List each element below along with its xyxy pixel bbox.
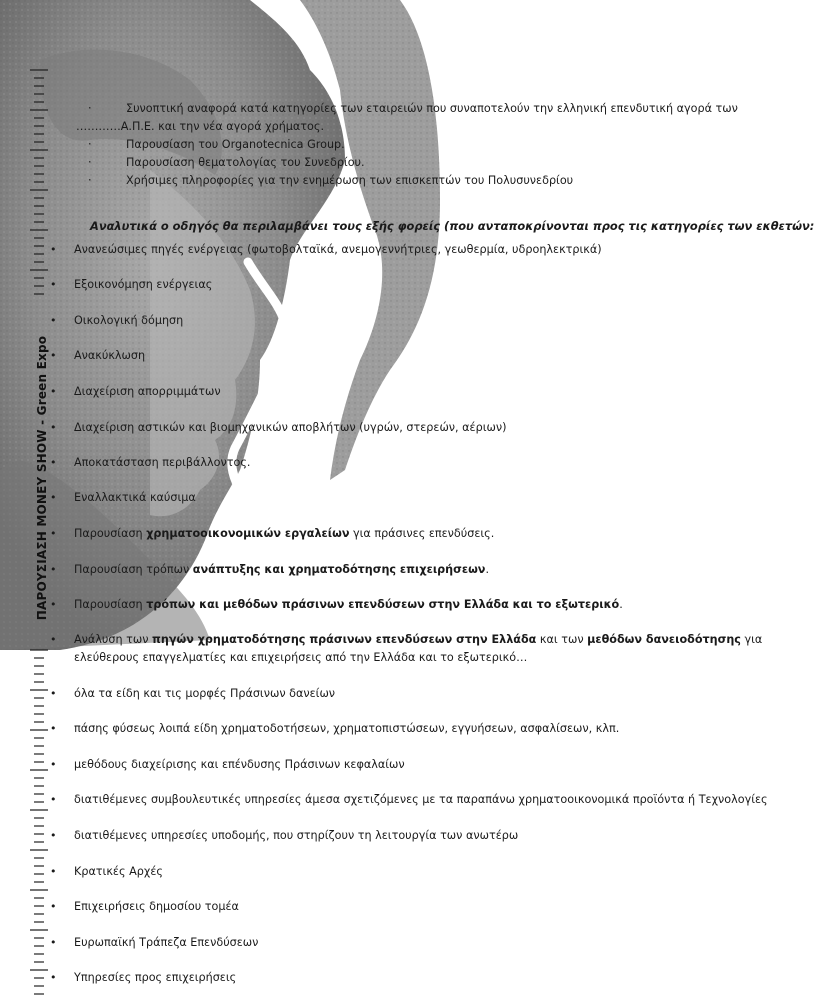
bullet-icon: • [50, 563, 57, 576]
list-item-text: . [485, 563, 489, 576]
bullet-icon: • [50, 456, 57, 469]
list-item-text: Κρατικές Αρχές [74, 865, 163, 878]
section-heading: Αναλυτικά ο οδηγός θα περιλαμβάνει τους εξής φορείς (που ανταποκρίνονται προς τις κατηγορίες των εκθετών: [90, 219, 815, 233]
list-item [50, 276, 814, 294]
bullet-icon: • [50, 936, 57, 949]
list-item [50, 827, 814, 845]
list-item-text: Διαχείριση απορριμμάτων [74, 385, 221, 398]
list-item-text: και των [536, 633, 588, 646]
list-item [50, 720, 814, 738]
list-item-text: για [740, 633, 763, 646]
intro-list [76, 100, 811, 190]
list-item [50, 454, 814, 472]
list-item-text: πάσης φύσεως λοιπά είδη χρηματοδοτήσεων, χρηματοπιστώσεων, εγγυήσεων, ασφαλίσεων, κλπ. [74, 722, 620, 735]
list-item [50, 596, 814, 614]
list-item-text: Ευρωπαϊκή Τράπεζα Επενδύσεων [74, 936, 259, 949]
list-item [50, 561, 814, 579]
bullet-dot-icon: · [88, 102, 92, 115]
bullet-icon: • [50, 349, 57, 362]
bullet-icon: • [50, 687, 57, 700]
list-item [50, 685, 814, 703]
list-item-text: Παρουσίαση [74, 598, 147, 611]
intro-text: Παρουσίαση του Organotecnica Group. [126, 138, 345, 151]
list-item-text: διατιθέμενες υπηρεσίες υποδομής, που στηρίζουν τη λειτουργία των ανωτέρω [74, 829, 519, 842]
side-label: ΠΑΡΟΥΣΙΑΣΗ MONEY SHOW - Green Expo [35, 335, 49, 621]
bullet-dot-icon: · [88, 138, 92, 151]
bullet-icon: • [50, 793, 57, 806]
bullet-icon: • [50, 421, 57, 434]
list-item-text: διατιθέμενες συμβουλευτικές υπηρεσίες άμεσα σχετιζόμενες με τα παραπάνω χρηματοοικονομικά προϊόντα ή Τεχνολογίες [74, 793, 768, 806]
bullet-icon: • [50, 865, 57, 878]
intro-item [76, 172, 811, 190]
list-item [50, 312, 814, 330]
list-item [50, 525, 814, 543]
list-item [50, 383, 814, 401]
bullet-icon: • [50, 633, 57, 646]
list-item [50, 241, 814, 259]
list-item [50, 419, 814, 437]
list-item-text: Ανανεώσιμες πηγές ενέργειας (φωτοβολταϊκά, ανεμογεννήτριες, γεωθερμία, υδροηλεκτρικά) [74, 243, 602, 256]
list-item-text: Υπηρεσίες προς επιχειρήσεις [74, 971, 237, 984]
list-item [50, 863, 814, 881]
list-item-bold-text: ανάπτυξης και χρηματοδότησης επιχειρήσεων [192, 563, 486, 576]
bullet-icon: • [50, 243, 57, 256]
list-item [50, 898, 814, 916]
bullet-icon: • [50, 758, 57, 771]
bullet-icon: • [50, 385, 57, 398]
bullet-icon: • [50, 829, 57, 842]
list-item-text: Οικολογική δόμηση [74, 314, 184, 327]
list-item [50, 347, 814, 365]
bullet-icon: • [50, 527, 57, 540]
intro-text: Παρουσίαση θεματολογίας του Συνεδρίου. [126, 156, 365, 169]
bullet-icon: • [50, 598, 57, 611]
bullet-dot-icon: · [88, 174, 92, 187]
list-item-text: μεθόδους διαχείρισης και επένδυσης Πράσινων κεφαλαίων [74, 758, 405, 771]
list-item-bold-text: πηγών χρηματοδότησης πράσινων επενδύσεων στην Ελλάδα [152, 633, 537, 646]
bullet-icon: • [50, 722, 57, 735]
list-item-text: Αποκατάσταση περιβάλλοντος. [74, 456, 251, 469]
list-item-text: Ανακύκλωση [74, 349, 146, 362]
list-item-text: Διαχείριση αστικών και βιομηχανικών αποβλήτων (υγρών, στερεών, αέριων) [74, 421, 507, 434]
intro-text-continued: …………Α.Π.Ε. και την νέα αγορά χρήματος. [76, 120, 324, 133]
intro-item [76, 154, 811, 172]
bullet-icon: • [50, 900, 57, 913]
list-item-text: Παρουσίαση τρόπων [74, 563, 193, 576]
intro-text: Συνοπτική αναφορά κατά κατηγορίες των εταιρειών που συναποτελούν την ελληνική επενδυτική αγορά των [126, 102, 738, 115]
list-item-text: Εξοικονόμηση ενέργειας [74, 278, 213, 291]
list-item-text-line2: ελεύθερους επαγγελματίες και επιχειρήσεις από την Ελλάδα και το εξωτερικό… [74, 651, 528, 664]
bullet-icon: • [50, 971, 57, 984]
list-item [50, 756, 814, 774]
list-item-bold-text: μεθόδων δανειοδότησης [587, 633, 741, 646]
list-item-text: . [619, 598, 623, 611]
list-item [50, 489, 814, 507]
bullet-icon: • [50, 491, 57, 504]
list-item-bold-text: χρηματοοικονομικών εργαλείων [146, 527, 350, 540]
intro-item [76, 136, 811, 154]
list-item-bold-text: τρόπων και μεθόδων πράσινων επενδύσεων στην Ελλάδα και το εξωτερικό [146, 598, 620, 611]
list-item [50, 631, 814, 667]
bullet-icon: • [50, 314, 57, 327]
intro-text: Χρήσιμες πληροφορίες για την ενημέρωση των επισκεπτών του Πολυσυνεδρίου [126, 174, 574, 187]
list-item [50, 934, 814, 952]
list-item [50, 791, 814, 809]
list-item-text: Ανάλυση των [74, 633, 153, 646]
list-item-text: Παρουσίαση [74, 527, 147, 540]
list-item-text: για πράσινες επενδύσεις. [349, 527, 495, 540]
list-item [50, 969, 814, 987]
list-item-text: Εναλλακτικά καύσιμα [74, 491, 196, 504]
list-item-text: όλα τα είδη και τις μορφές Πράσινων δανείων [74, 687, 336, 700]
list-item-text: Επιχειρήσεις δημοσίου τομέα [74, 900, 239, 913]
bullet-dot-icon: · [88, 156, 92, 169]
bullet-icon: • [50, 278, 57, 291]
